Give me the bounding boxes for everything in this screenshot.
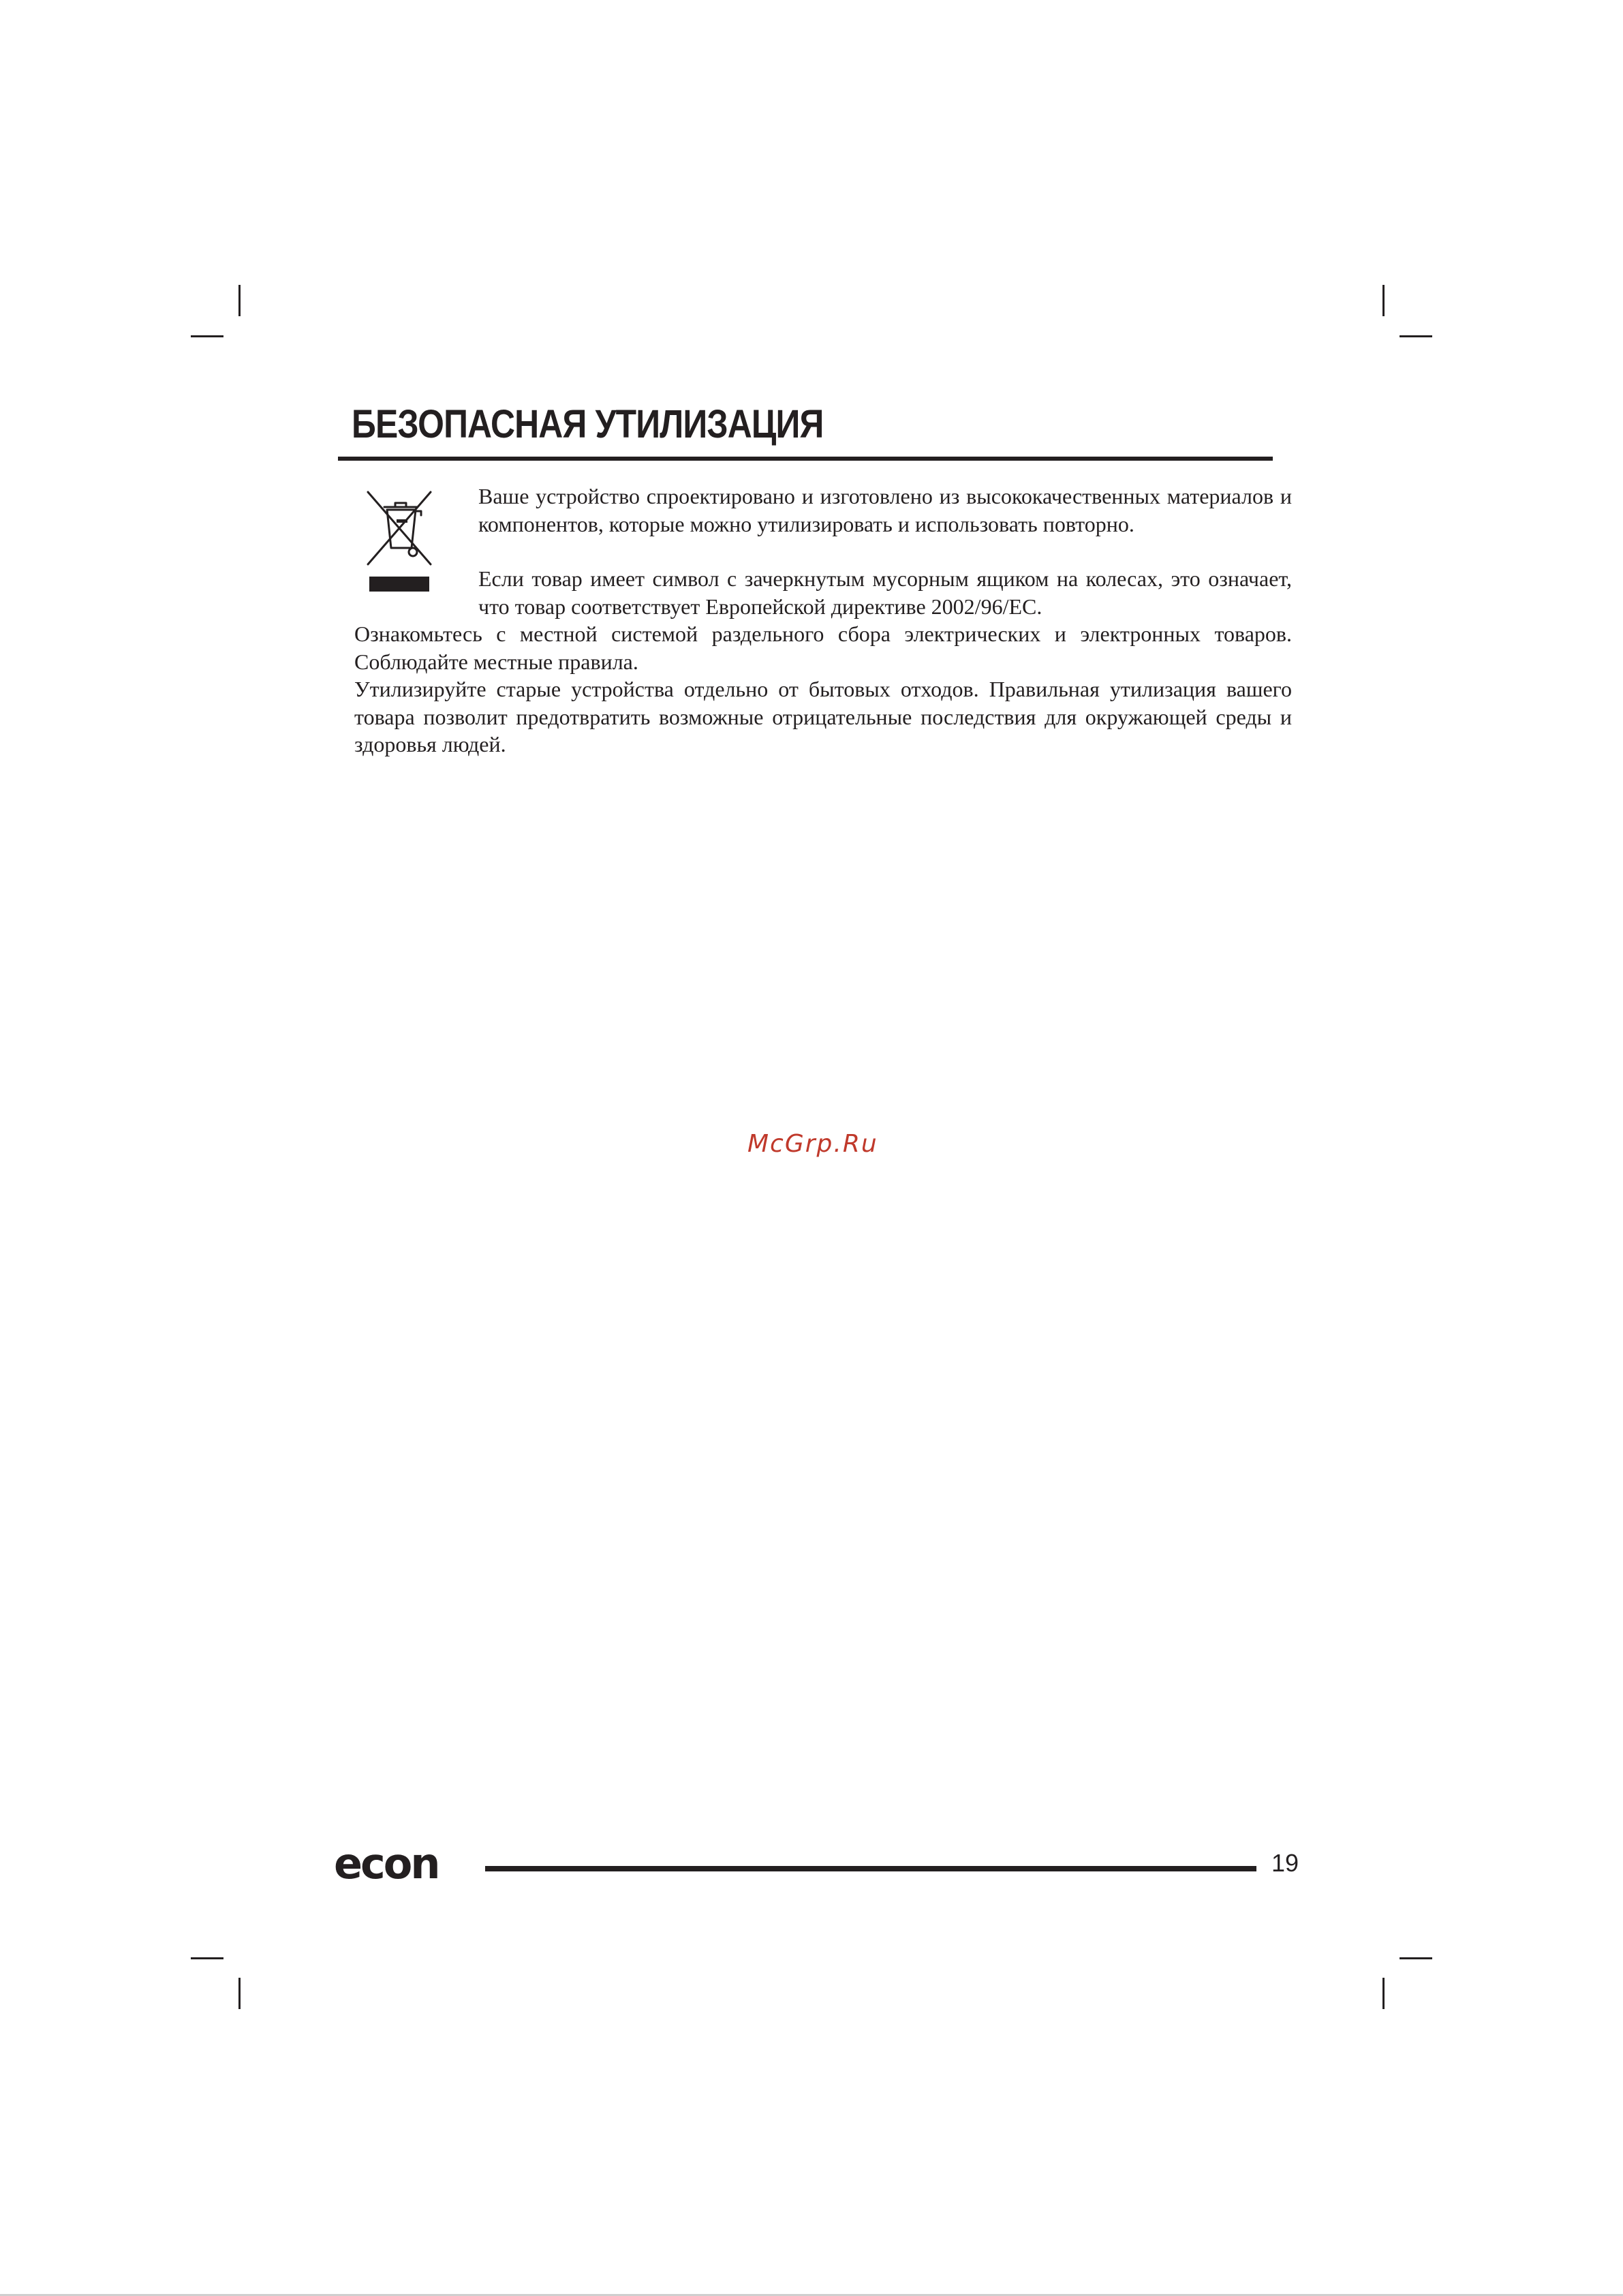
crossed-out-wheelie-bin-icon bbox=[364, 488, 435, 596]
paragraph-disposal: Утилизируйте старые устройства отдельно от бытовых отходов. Правильная утилизация вашего товара позволит предотвратить возможные отрицательные последствия для окружающей среды и здоровья людей. bbox=[354, 677, 1292, 756]
crop-mark-bottom-left-vertical bbox=[238, 1978, 241, 2009]
page-number: 19 bbox=[1271, 1849, 1299, 1877]
paragraph-materials: Ваше устройство спроектировано и изготовлено из высококачественных материалов и компонентов, которые можно утилизировать и использовать повторно. bbox=[478, 484, 1292, 536]
watermark-text: McGrp.Ru bbox=[747, 1130, 878, 1158]
econ-logo bbox=[334, 1847, 455, 1885]
paragraph-directive: Если товар имеет символ с зачеркнутым мусорным ящиком на колесах, это означает, что товар соответствует Европейской директиве 2002/96/EC. bbox=[478, 566, 1292, 619]
crop-mark-top-right-vertical bbox=[1382, 285, 1385, 316]
crop-mark-bottom-right-horizontal bbox=[1400, 1957, 1432, 1959]
crop-mark-top-right-horizontal bbox=[1400, 335, 1432, 337]
paragraph-collection: Ознакомьтесь с местной системой раздельного сбора электрических и электронных товаров. Соблюдайте местные правила. bbox=[354, 622, 1292, 674]
title-underline bbox=[338, 457, 1273, 461]
crop-mark-bottom-right-vertical bbox=[1382, 1978, 1385, 2009]
econ-logo-text: econ bbox=[334, 1847, 439, 1885]
crop-mark-top-left-vertical bbox=[238, 285, 241, 316]
section-title: БЕЗОПАСНАЯ УТИЛИЗАЦИЯ bbox=[352, 402, 824, 446]
footer-rule bbox=[485, 1866, 1256, 1871]
crop-mark-bottom-left-horizontal bbox=[191, 1957, 223, 1959]
crop-mark-top-left-horizontal bbox=[191, 335, 223, 337]
